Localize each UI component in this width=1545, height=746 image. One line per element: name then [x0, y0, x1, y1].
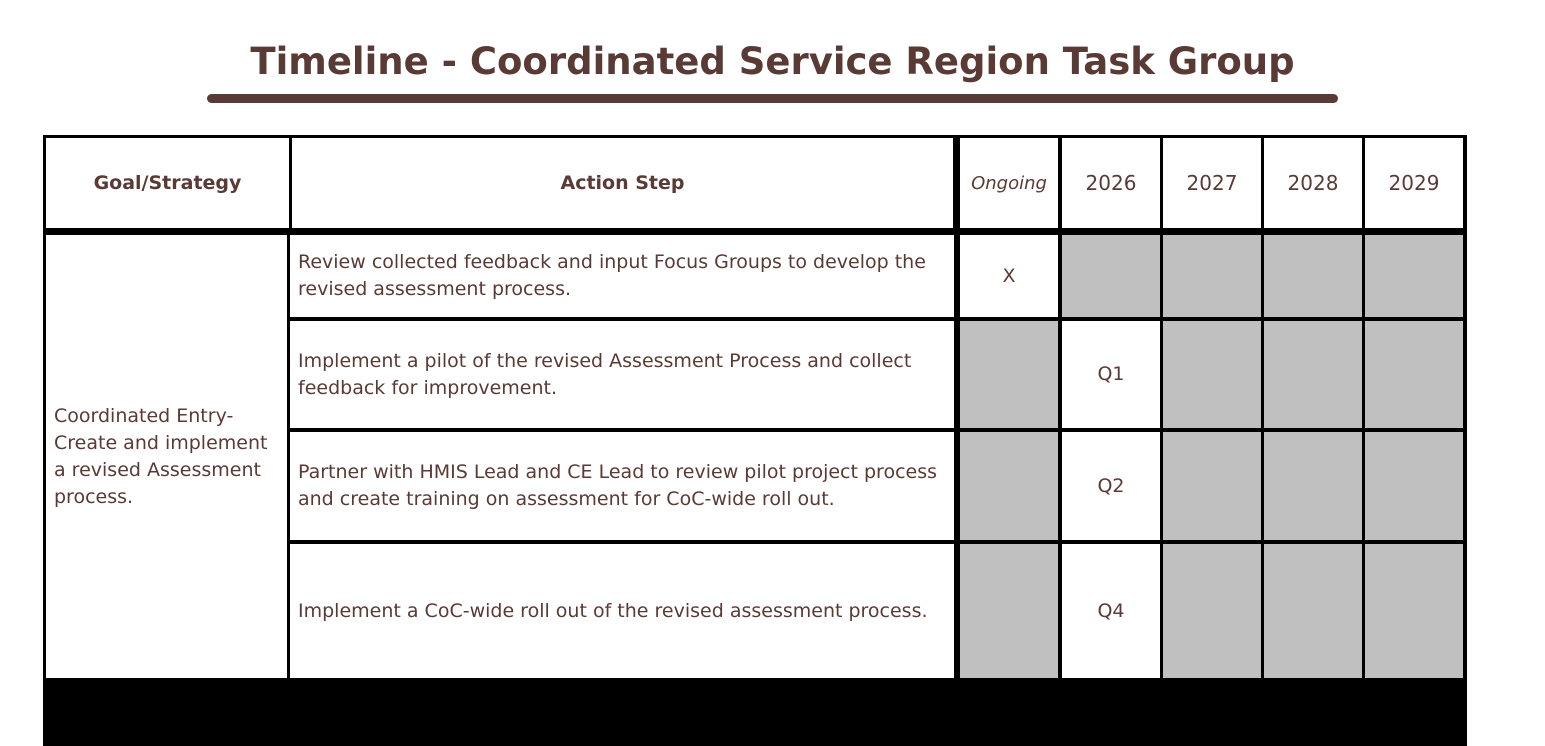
timeline-cell-2026: Q4: [1062, 544, 1160, 678]
action-step-cell: Implement a CoC-wide roll out of the revised assessment process.: [290, 544, 954, 678]
action-step-cell: Implement a pilot of the revised Assessment Process and collect feedback for improvement.: [290, 321, 954, 428]
header-year-2028: 2028: [1264, 138, 1362, 228]
header-ongoing: Ongoing: [960, 138, 1058, 228]
timeline-cell-2027: [1163, 432, 1261, 540]
timeline-cell-2027: [1163, 544, 1261, 678]
ongoing-cell: [960, 544, 1058, 678]
header-year-2029: 2029: [1365, 138, 1463, 228]
header-year-2027: 2027: [1163, 138, 1261, 228]
timeline-cell-2028: [1264, 235, 1362, 317]
title-underline: [207, 94, 1338, 103]
header-goal-strategy: Goal/Strategy: [46, 138, 289, 228]
header-year-2026: 2026: [1062, 138, 1160, 228]
timeline-cell-2029: [1365, 544, 1463, 678]
timeline-cell-2028: [1264, 321, 1362, 428]
ongoing-cell: X: [960, 235, 1058, 317]
timeline-cell-2028: [1264, 544, 1362, 678]
ongoing-cell: [960, 321, 1058, 428]
timeline-cell-2027: [1163, 235, 1261, 317]
timeline-cell-2027: [1163, 321, 1261, 428]
timeline-cell-2026: Q2: [1062, 432, 1160, 540]
timeline-cell-2026: [1062, 235, 1160, 317]
header-action-step: Action Step: [292, 138, 953, 228]
timeline-cell-2026: Q1: [1062, 321, 1160, 428]
timeline-table: [43, 135, 1467, 746]
page-title: Timeline - Coordinated Service Region Task Group: [250, 40, 1295, 83]
goal-strategy-cell: Coordinated Entry- Create and implement a revised Assessment process.: [46, 235, 287, 678]
ongoing-cell: [960, 432, 1058, 540]
action-step-cell: Review collected feedback and input Focus Groups to develop the revised assessment process.: [290, 235, 954, 317]
timeline-cell-2029: [1365, 321, 1463, 428]
timeline-cell-2029: [1365, 235, 1463, 317]
action-step-cell: Partner with HMIS Lead and CE Lead to review pilot project process and create training on assessment for CoC-wide roll out.: [290, 432, 954, 540]
timeline-cell-2028: [1264, 432, 1362, 540]
timeline-cell-2029: [1365, 432, 1463, 540]
